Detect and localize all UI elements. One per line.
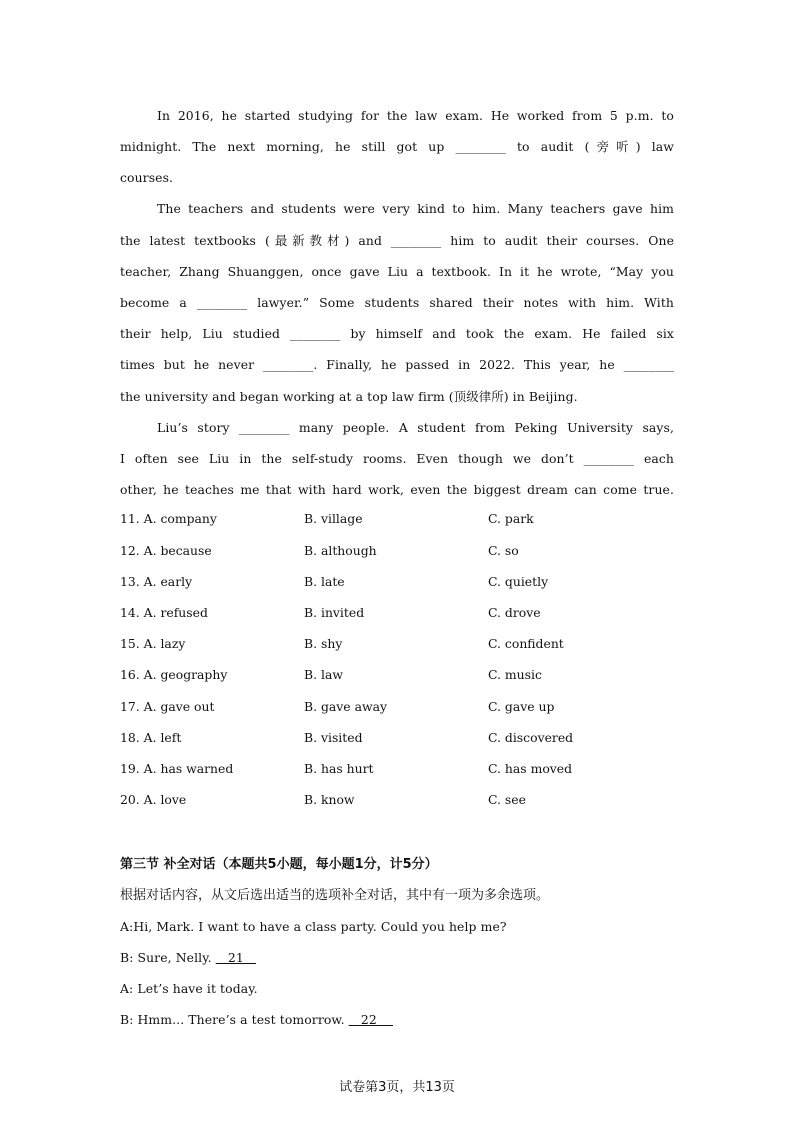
option-a: 20. A. love [120,792,187,807]
option-c: C. quietly [488,574,549,589]
passage-line: teacher, Zhang Shuanggen, once gave Liu a textbook. In it he wrote, “May you [120,264,674,279]
option-c: C. gave up [488,699,555,714]
option-a: 11. A. company [120,511,217,526]
dialogue-text: A: Let’s have it today. [120,981,258,996]
passage-line: the latest textbooks (最新教材) and ________ him to audit their courses. One [120,233,674,248]
dialogue-line [120,950,256,965]
option-b: B. gave away [304,699,387,714]
passage-line: the university and began working at a top law firm (顶级律所) in Beijing. [120,389,578,404]
option-b: B. although [304,543,377,558]
passage-line: midnight. The next morning, he still got up ________ to audit (旁听) law [120,139,674,154]
answer-blank[interactable]: 21 [215,950,256,965]
passage-line: courses. [120,170,174,185]
option-a: 13. A. early [120,574,193,589]
option-a: 18. A. left [120,730,182,745]
section-heading: 第三节 补全对话（本题共5小题，每小题1分，计5分） [120,857,438,872]
passage-line: become a ________ lawyer.” Some students shared their notes with him. With [120,295,674,310]
option-c: C. park [488,511,534,526]
dialogue-text: B: Sure, Nelly. [120,950,216,965]
passage-line: The teachers and students were very kind to him. Many teachers gave him [157,201,674,216]
passage-line: their help, Liu studied ________ by himself and took the exam. He failed six [120,326,674,341]
option-b: B. invited [304,605,365,620]
answer-blank[interactable]: 22 [348,1012,393,1027]
option-c: C. discovered [488,730,574,745]
passage-line: I often see Liu in the self-study rooms. Even though we don’t ________ each [120,451,674,466]
option-c: C. confident [488,636,564,651]
option-c: C. see [488,792,526,807]
section-instruction: 根据对话内容，从文后选出适当的选项补全对话，其中有一项为多余选项。 [120,888,550,903]
dialogue-text: B: Hmm... There’s a test tomorrow. [120,1012,349,1027]
passage-line: Liu’s story ________ many people. A student from Peking University says, [157,420,674,435]
option-a: 15. A. lazy [120,636,186,651]
option-b: B. visited [304,730,363,745]
dialogue-line [120,919,507,934]
dialogue-text: A:Hi, Mark. I want to have a class party. Could you help me? [120,919,507,934]
option-b: B. has hurt [304,761,374,776]
option-b: B. know [304,792,355,807]
option-b: B. law [304,667,343,682]
option-b: B. village [304,511,363,526]
page-footer: 试卷第3页，共13页 [339,1080,455,1095]
option-c: C. has moved [488,761,573,776]
passage-line: other, he teaches me that with hard work, even the biggest dream can come true. [120,482,674,497]
option-c: C. music [488,667,542,682]
option-b: B. late [304,574,345,589]
option-c: C. drove [488,605,541,620]
dialogue-line [120,1012,393,1027]
passage-line: times but he never ________. Finally, he passed in 2022. This year, he ________ [120,357,674,372]
option-a: 19. A. has warned [120,761,234,776]
option-a: 16. A. geography [120,667,228,682]
option-a: 14. A. refused [120,605,208,620]
option-a: 12. A. because [120,543,212,558]
option-c: C. so [488,543,519,558]
passage-line: In 2016, he started studying for the law exam. He worked from 5 p.m. to [157,108,674,123]
dialogue-line [120,981,258,996]
option-a: 17. A. gave out [120,699,215,714]
option-b: B. shy [304,636,343,651]
